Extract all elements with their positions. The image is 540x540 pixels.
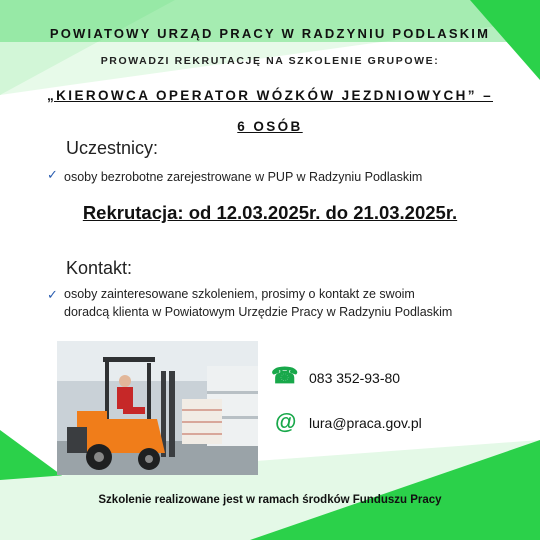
check-icon: ✓: [47, 167, 58, 182]
participants-heading: Uczestnicy:: [66, 138, 159, 158]
recruitment-dates: Rekrutacja: od 12.03.2025r. do 21.03.2025r.: [82, 202, 458, 223]
office-name: POWIATOWY URZĄD PRACY W RADZYNIU PODLASKIM: [49, 26, 491, 41]
phone-number[interactable]: 083 352-93-80: [309, 370, 401, 386]
contact-item-line1: osoby zainteresowane szkoleniem, prosimy o kontakt ze swoim: [64, 287, 415, 301]
forklift-photo: [57, 341, 258, 475]
participants-item: osoby bezrobotne zarejestrowane w PUP w Radzyniu Podlaskim: [64, 170, 423, 184]
contact-heading: Kontakt:: [66, 258, 133, 278]
phone-icon: ☎: [271, 363, 299, 388]
forklift-illustration: [57, 341, 258, 475]
course-title: „KIEROWCA OPERATOR WÓZKÓW JEZDNIOWYCH” –: [47, 88, 493, 103]
check-icon: ✓: [47, 287, 58, 302]
contact-item-line2: doradcą klienta w Powiatowym Urzędzie Pracy w Radzyniu Podlaskim: [64, 305, 453, 319]
announcement: PROWADZI REKRUTACJĘ NA SZKOLENIE GRUPOWE:: [100, 55, 440, 67]
course-size: 6 OSÓB: [237, 119, 303, 134]
at-icon: @: [275, 409, 297, 434]
email-address[interactable]: lura@praca.gov.pl: [309, 415, 422, 431]
funding-note: Szkolenie realizowane jest w ramach środków Funduszu Pracy: [98, 494, 442, 506]
